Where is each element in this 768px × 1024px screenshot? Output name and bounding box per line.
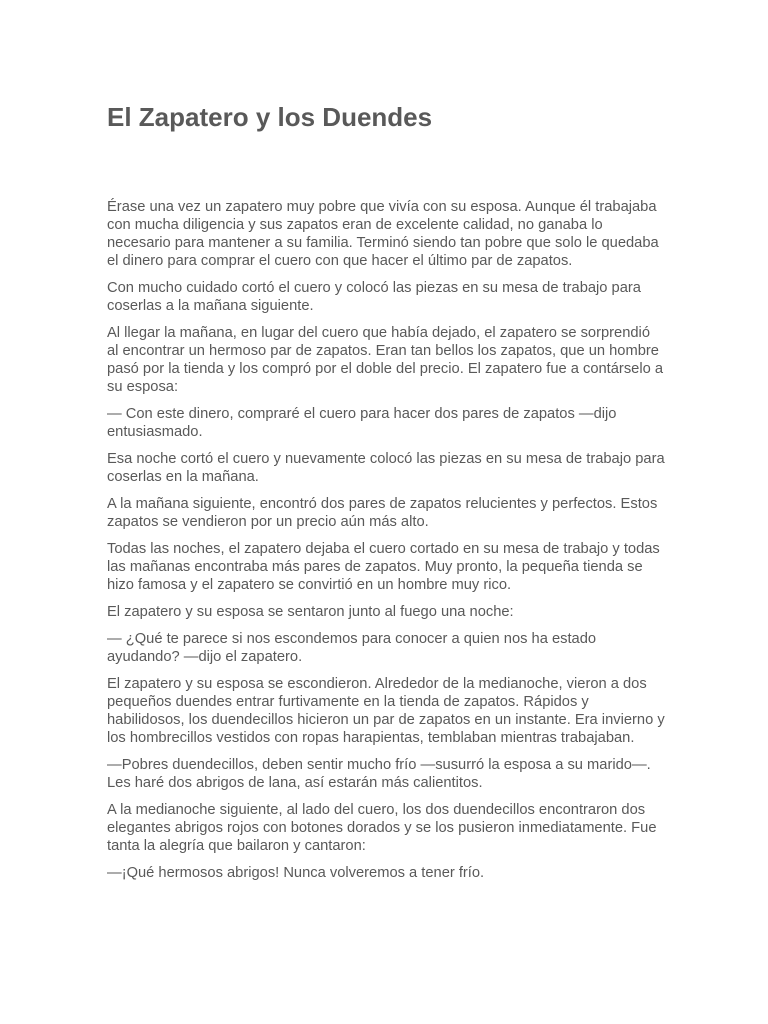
paragraph-13: —¡Qué hermosos abrigos! Nunca volveremos a tener frío. [107, 865, 485, 881]
paragraph-6: A la mañana siguiente, encontró dos pares de zapatos relucientes y perfectos. Estos zapatos se vendieron por un precio aún más alto. [107, 496, 658, 530]
story-body [107, 198, 665, 891]
paragraph-8: El zapatero y su esposa se sentaron junto al fuego una noche: [107, 604, 514, 620]
paragraph-1: Érase una vez un zapatero muy pobre que vivía con su esposa. Aunque él trabajaba con mucha diligencia y sus zapatos eran de excelente calidad, no ganaba lo necesario para mantener a su familia. Terminó siendo tan pobre que solo le quedaba el dinero para comprar el cuero con que hacer el último par de zapatos. [107, 199, 659, 269]
paragraph-5: Esa noche cortó el cuero y nuevamente colocó las piezas en su mesa de trabajo para coserlas en la mañana. [107, 451, 665, 485]
paragraph-7: Todas las noches, el zapatero dejaba el cuero cortado en su mesa de trabajo y todas las mañanas encontraba más pares de zapatos. Muy pronto, la pequeña tienda se hizo famosa y el zapatero se convirtió en un hombre muy rico. [107, 541, 660, 593]
paragraph-9: — ¿Qué te parece si nos escondemos para conocer a quien nos ha estado ayudando? —dijo el zapatero. [107, 631, 597, 665]
paragraph-12: A la medianoche siguiente, al lado del cuero, los dos duendecillos encontraron dos elegantes abrigos rojos con botones dorados y se los pusieron inmediatamente. Fue tanta la alegría que bailaron y cantaron: [107, 802, 657, 854]
paragraph-2: Con mucho cuidado cortó el cuero y colocó las piezas en su mesa de trabajo para coserlas a la mañana siguiente. [107, 280, 641, 314]
page-title: El Zapatero y los Duendes [107, 102, 433, 132]
paragraph-4: — Con este dinero, compraré el cuero para hacer dos pares de zapatos —dijo entusiasmado. [107, 406, 617, 440]
paragraph-11: —Pobres duendecillos, deben sentir mucho frío —susurró la esposa a su marido—. Les haré dos abrigos de lana, así estarán más calientitos. [107, 757, 651, 791]
paragraph-10: El zapatero y su esposa se escondieron. Alrededor de la medianoche, vieron a dos pequeños duendes entrar furtivamente en la tienda de zapatos. Rápidos y habilidosos, los duendecillos hicieron un par de zapatos en un instante. Era invierno y los hombrecillos vestidos con ropas harapientas, temblaban mientras trabajaban. [107, 676, 665, 746]
paragraph-3: Al llegar la mañana, en lugar del cuero que había dejado, el zapatero se sorprendió al encontrar un hermoso par de zapatos. Eran tan bellos los zapatos, que un hombre pasó por la tienda y los compró por el doble del precio. El zapatero fue a contárselo a su esposa: [107, 325, 664, 395]
